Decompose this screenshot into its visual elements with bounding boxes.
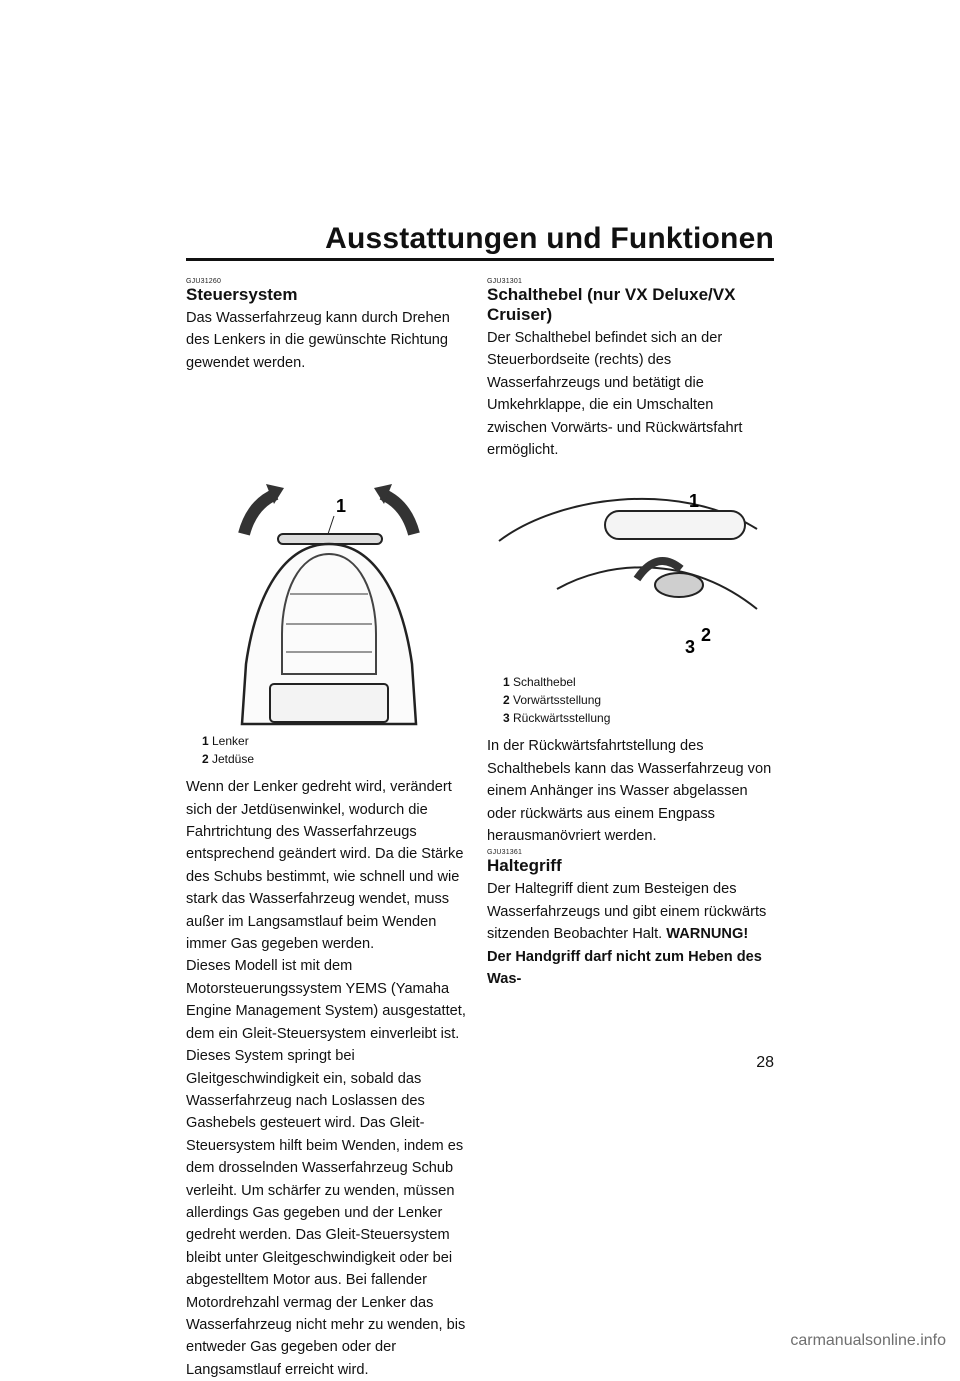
legend-item: [503, 709, 772, 727]
schalthebel-intro: Der Schalthebel befindet sich an der Steuerbordseite (rechts) des Wasserfahrzeugs und betätigt die Umkehrklappe, die ein Umschalten zwischen Vorwärts- und Rückwärtsfahrt ermöglicht.: [487, 330, 743, 459]
left-column: [186, 276, 471, 1381]
right-turn-arrow: [382, 494, 414, 534]
legend-label: Jetdüse: [212, 752, 255, 767]
legend-number: 2: [202, 752, 209, 767]
shift-lever-illustration: [487, 469, 772, 669]
section-code: GJU31361: [487, 849, 523, 857]
legend-item: [202, 750, 471, 768]
section-code: GJU31260: [186, 278, 222, 285]
legend-item: [503, 673, 772, 691]
legend-item: [503, 691, 772, 709]
section-heading-schalthebel: Schalthebel (nur VX Deluxe/VX Cruiser): [487, 285, 736, 324]
steuersystem-body: Wenn der Lenker gedreht wird, verändert sich der Jetdüsenwinkel, wodurch die Fahrtrichtung des Wasserfahrzeugs entsprechend geändert wird. Da die Stärke des Schubs bestimmt, wie schnell und wie stark das Wasserfahrzeug wendet, muss außer im Langsamstlauf beim Wenden immer Gas gegeben werden.: [186, 779, 464, 953]
legend-label: Vorwärtsstellung: [513, 693, 602, 708]
section-heading-haltegriff: Haltegriff: [487, 856, 562, 876]
rear-deck-shape: [270, 684, 388, 722]
page-number: 28: [756, 1054, 774, 1071]
shift-lever-figure: [487, 469, 772, 669]
page-header-title: Ausstattungen und Funktionen: [325, 222, 774, 255]
legend-label: Schalthebel: [513, 675, 576, 690]
legend-number: 1: [202, 734, 209, 749]
callout-3: 3: [685, 637, 696, 658]
section-code: GJU31301: [487, 278, 523, 285]
right-column: [487, 276, 772, 991]
handlebar-shape: [278, 534, 382, 544]
haltegriff-warning: WARNUNG! Der Handgriff darf nicht zum Heben des Was-: [487, 926, 762, 988]
header-rule: [186, 258, 774, 261]
legend-label: Lenker: [212, 734, 249, 749]
callout-1: 1: [689, 491, 700, 512]
haltegriff-intro-text: Der Haltegriff dient zum Besteigen des Wasserfahrzeugs und gibt einem rückwärts sitzenden Beobachter Halt.: [487, 881, 767, 943]
watermark: carmanualsonline.info: [790, 1332, 946, 1349]
jetski-top-view-figure: [186, 384, 471, 728]
steuersystem-legend: [202, 732, 471, 768]
section-heading-steuersystem: Steuersystem: [186, 285, 298, 304]
callout-2: 2: [701, 625, 712, 646]
left-turn-arrow: [244, 494, 276, 534]
haltegriff-intro: [487, 878, 772, 990]
legend-label: Rückwärtsstellung: [513, 711, 611, 726]
legend-number: 2: [503, 693, 510, 708]
schalthebel-legend: [503, 673, 772, 727]
legend-number: 1: [503, 675, 510, 690]
jetski-illustration: [186, 384, 471, 728]
shift-lever-shape: [655, 573, 703, 597]
handle-grip-shape: [605, 511, 745, 539]
schalthebel-body: In der Rückwärtsfahrtstellung des Schalthebels kann das Wasserfahrzeug von einem Anhänger ins Wasser abgelassen oder rückwärts aus einem Engpass herausmanövriert werden.: [487, 738, 772, 845]
callout-1: 1: [336, 496, 347, 517]
legend-number: 3: [503, 711, 510, 726]
steuersystem-body-2: Dieses Modell ist mit dem Motorsteuerungssystem YEMS (Yamaha Engine Management System) ausgestattet, dem ein Gleit-Steuersystem einverleibt ist. Dieses System springt bei Gleitgeschwindigkeit ein, sobald das Wasserfahrzeug nach Loslassen des Gashebels gesteuert wird. Das Gleit-Steuersystem hilft beim Wenden, indem es dem drosselnden Wasserfahrzeug Schub verleiht. Um schärfer zu wenden, müssen allerdings Gas gegeben und der Lenker gedreht werden. Das Gleit-Steuersystem bleibt unter Gleitgeschwindigkeit oder bei abgestelltem Motor aus. Bei fallender Motordrehzahl vermag der Lenker das Wasserfahrzeug nicht mehr zu wenden, bis entweder Gas gegeben oder der Langsamstlauf erreicht wird.: [186, 958, 466, 1378]
legend-item: [202, 732, 471, 750]
steuersystem-intro: Das Wasserfahrzeug kann durch Drehen des Lenkers in die gewünschte Richtung gewendet werden.: [186, 310, 450, 371]
